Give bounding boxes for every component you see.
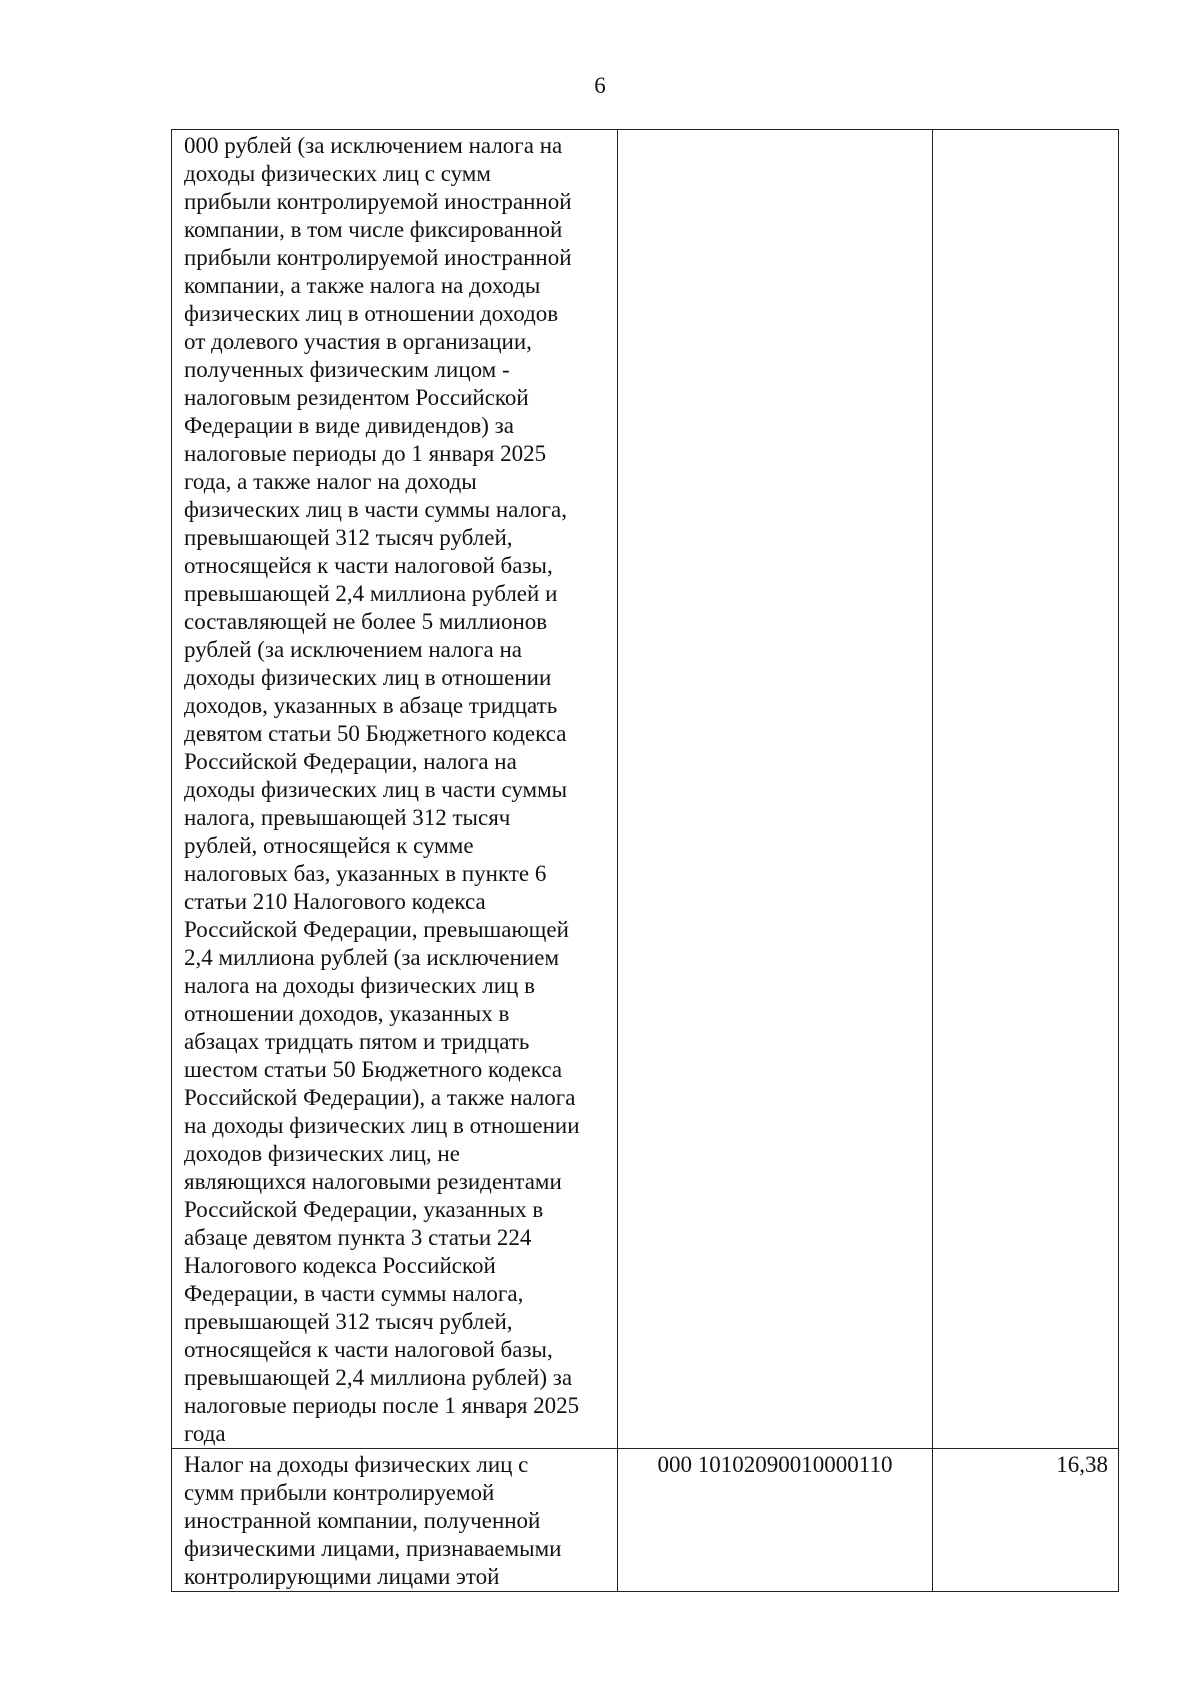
description-line: налоговых баз, указанных в пункте 6: [184, 861, 547, 886]
description-line: статьи 210 Налогового кодекса: [184, 889, 486, 914]
description-line: превышающей 312 тысяч рублей,: [184, 1309, 513, 1334]
description-line: рублей, относящейся к сумме: [184, 833, 474, 858]
description-line: превышающей 2,4 миллиона рублей) за: [184, 1365, 573, 1390]
description-line: года: [184, 1421, 226, 1446]
description-line: 000 рублей (за исключением налога на: [184, 133, 563, 158]
table-row: [172, 130, 1119, 1449]
description-line: превышающей 312 тысяч рублей,: [184, 525, 513, 550]
description-line: налога, превышающей 312 тысяч: [184, 805, 511, 830]
description-line: отношении доходов, указанных в: [184, 1001, 510, 1026]
description-line: от долевого участия в организации,: [184, 329, 532, 354]
description-line: компании, а также налога на доходы: [184, 273, 541, 298]
description-line: налоговым резидентом Российской: [184, 385, 529, 410]
description-line: Федерации, в части суммы налога,: [184, 1281, 524, 1306]
income-description-cell: [172, 130, 618, 1449]
description-line: составляющей не более 5 миллионов: [184, 609, 548, 634]
budget-classification-code-cell: 000 10102090010000110: [618, 1449, 933, 1592]
description-line: Российской Федерации), а также налога: [184, 1085, 576, 1110]
description-line: года, а также налог на доходы: [184, 469, 477, 494]
budget-classification-code-cell: [618, 130, 933, 1449]
description-line: 2,4 миллиона рублей (за исключением: [184, 945, 559, 970]
description-line: абзаце девятом пункта 3 статьи 224: [184, 1225, 532, 1250]
description-line: физическими лицами, признаваемыми: [184, 1536, 562, 1561]
description-line: физических лиц в отношении доходов: [184, 301, 559, 326]
description-line: сумм прибыли контролируемой: [184, 1480, 495, 1505]
description-line: компании, в том числе фиксированной: [184, 217, 563, 242]
description-line: Федерации в виде дивидендов) за: [184, 413, 514, 438]
description-line: доходов физических лиц, не: [184, 1141, 460, 1166]
description-line: Российской Федерации, превышающей: [184, 917, 569, 942]
description-line: полученных физическим лицом -: [184, 357, 510, 382]
description-line: Налог на доходы физических лиц с: [184, 1452, 529, 1477]
description-line: Российской Федерации, налога на: [184, 749, 517, 774]
table-row: [172, 1449, 1119, 1592]
description-line: налоговые периоды до 1 января 2025: [184, 441, 547, 466]
description-line: контролирующими лицами этой: [184, 1564, 500, 1589]
income-description-cell: [172, 1449, 618, 1592]
description-line: иностранной компании, полученной: [184, 1508, 541, 1533]
page-number: 6: [594, 73, 606, 98]
description-line: прибыли контролируемой иностранной: [184, 189, 572, 214]
revenue-table: [171, 129, 1119, 1592]
description-line: доходов, указанных в абзаце тридцать: [184, 693, 558, 718]
description-line: Налогового кодекса Российской: [184, 1253, 496, 1278]
description-line: относящейся к части налоговой базы,: [184, 553, 553, 578]
description-line: являющихся налоговыми резидентами: [184, 1169, 562, 1194]
description-line: на доходы физических лиц в отношении: [184, 1113, 580, 1138]
description-line: прибыли контролируемой иностранной: [184, 245, 572, 270]
description-line: шестом статьи 50 Бюджетного кодекса: [184, 1057, 563, 1082]
description-line: доходы физических лиц в части суммы: [184, 777, 568, 802]
description-line: физических лиц в части суммы налога,: [184, 497, 567, 522]
description-line: относящейся к части налоговой базы,: [184, 1337, 553, 1362]
revenue-table-body: [172, 130, 1119, 1592]
description-line: доходы физических лиц в отношении: [184, 665, 552, 690]
description-line: абзацах тридцать пятом и тридцать: [184, 1029, 530, 1054]
description-line: налога на доходы физических лиц в: [184, 973, 535, 998]
description-line: превышающей 2,4 миллиона рублей и: [184, 581, 558, 606]
description-line: рублей (за исключением налога на: [184, 637, 522, 662]
description-line: Российской Федерации, указанных в: [184, 1197, 544, 1222]
amount-cell: 16,38: [933, 1449, 1119, 1592]
description-line: доходы физических лиц с сумм: [184, 161, 491, 186]
amount-cell: [933, 130, 1119, 1449]
description-line: девятом статьи 50 Бюджетного кодекса: [184, 721, 567, 746]
description-line: налоговые периоды после 1 января 2025: [184, 1393, 580, 1418]
